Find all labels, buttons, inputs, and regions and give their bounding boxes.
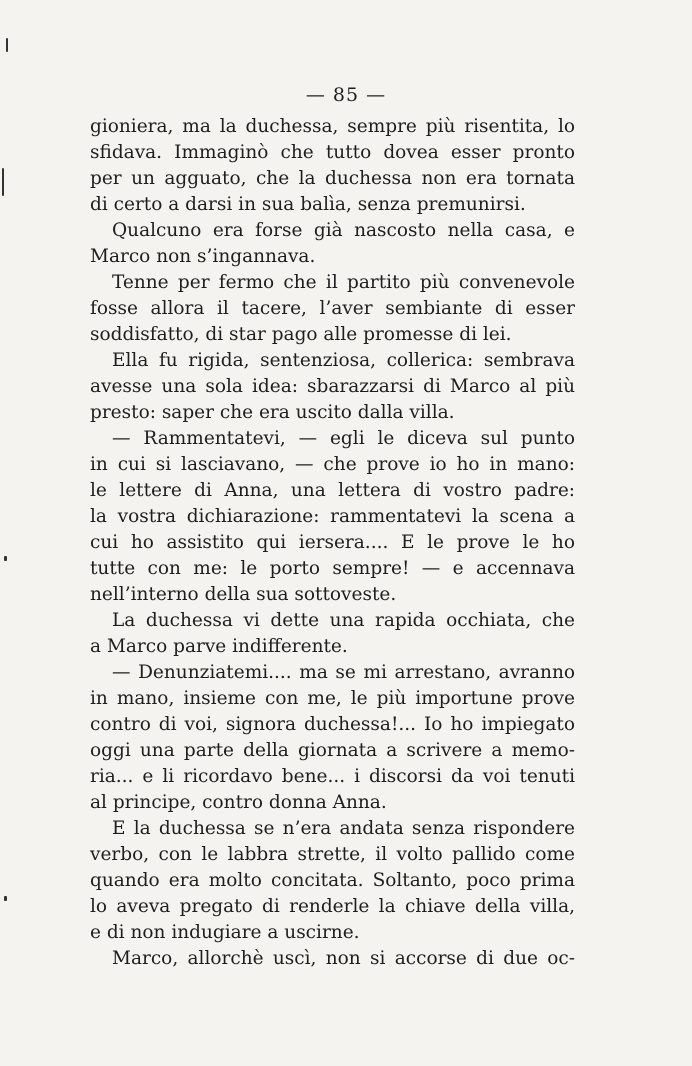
text-line: avesse una sola idea: sbarazzarsi di Marco al più — [90, 376, 575, 397]
text-line: di certo a darsi in sua balìa, senza premunirsi. — [90, 194, 526, 215]
text-line: cui ho assistito qui iersera.... E le prove le ho — [90, 532, 575, 553]
text-line: le lettere di Anna, una lettera di vostro padre: — [90, 480, 575, 501]
text-line: tutte con me: le porto sempre! — e accennava — [90, 558, 575, 579]
text-line: contro di voi, signora duchessa!... Io ho impiegato — [90, 714, 575, 735]
text-line: ria... e li ricordavo bene... i discorsi da voi tenuti — [90, 766, 575, 787]
text-line: E la duchessa se n’era andata senza rispondere — [112, 818, 575, 839]
text-line: a Marco parve indifferente. — [90, 636, 348, 657]
text-line: — Denunziatemi.... ma se mi arrestano, avranno — [112, 662, 575, 683]
text-line: La duchessa vi dette una rapida occhiata, che — [112, 610, 575, 631]
text-line: in mano, insieme con me, le più importune prove — [90, 688, 575, 709]
text-line: sfidava. Immaginò che tutto dovea esser pronto — [90, 142, 575, 163]
text-line: — Rammentatevi, — egli le diceva sul punto — [112, 428, 575, 449]
scan-speck — [2, 168, 4, 196]
text-line: per un agguato, che la duchessa non era tornata — [90, 168, 575, 189]
text-line: fosse allora il tacere, l’aver sembiante di esser — [90, 298, 575, 319]
text-line: quando era molto concitata. Soltanto, poco prima — [90, 870, 575, 891]
text-line: la vostra dichiarazione: rammentatevi la scena a — [90, 506, 575, 527]
scan-speck — [4, 556, 7, 561]
text-line: al principe, contro donna Anna. — [90, 792, 387, 813]
text-line: nell’interno della sua sottoveste. — [90, 584, 397, 605]
text-line: e di non indugiare a uscirne. — [90, 922, 360, 943]
page-number: — 85 — — [305, 84, 387, 106]
body-text — [90, 114, 575, 972]
text-line: gioniera, ma la duchessa, sempre più risentita, lo — [90, 116, 575, 137]
text-line: Ella fu rigida, sentenziosa, collerica: sembrava — [112, 350, 575, 371]
text-line: Tenne per fermo che il partito più convenevole — [112, 272, 575, 293]
text-line: oggi una parte della giornata a scrivere a memo- — [90, 740, 575, 761]
text-line: presto: saper che era uscito dalla villa. — [90, 402, 455, 423]
text-line: Qualcuno era forse già nascosto nella casa, e — [112, 220, 575, 241]
text-line: verbo, con le labbra strette, il volto pallido come — [90, 844, 575, 865]
scan-speck — [4, 896, 7, 901]
text-line: soddisfatto, di star pago alle promesse di lei. — [90, 324, 512, 345]
scan-speck — [6, 38, 8, 52]
text-line: Marco non s’ingannava. — [90, 246, 316, 267]
text-line: in cui si lasciavano, — che prove io ho in mano: — [90, 454, 575, 475]
text-line: lo aveva pregato di renderle la chiave della villa, — [90, 896, 575, 917]
text-line: Marco, allorchè uscì, non si accorse di due oc- — [112, 948, 575, 969]
